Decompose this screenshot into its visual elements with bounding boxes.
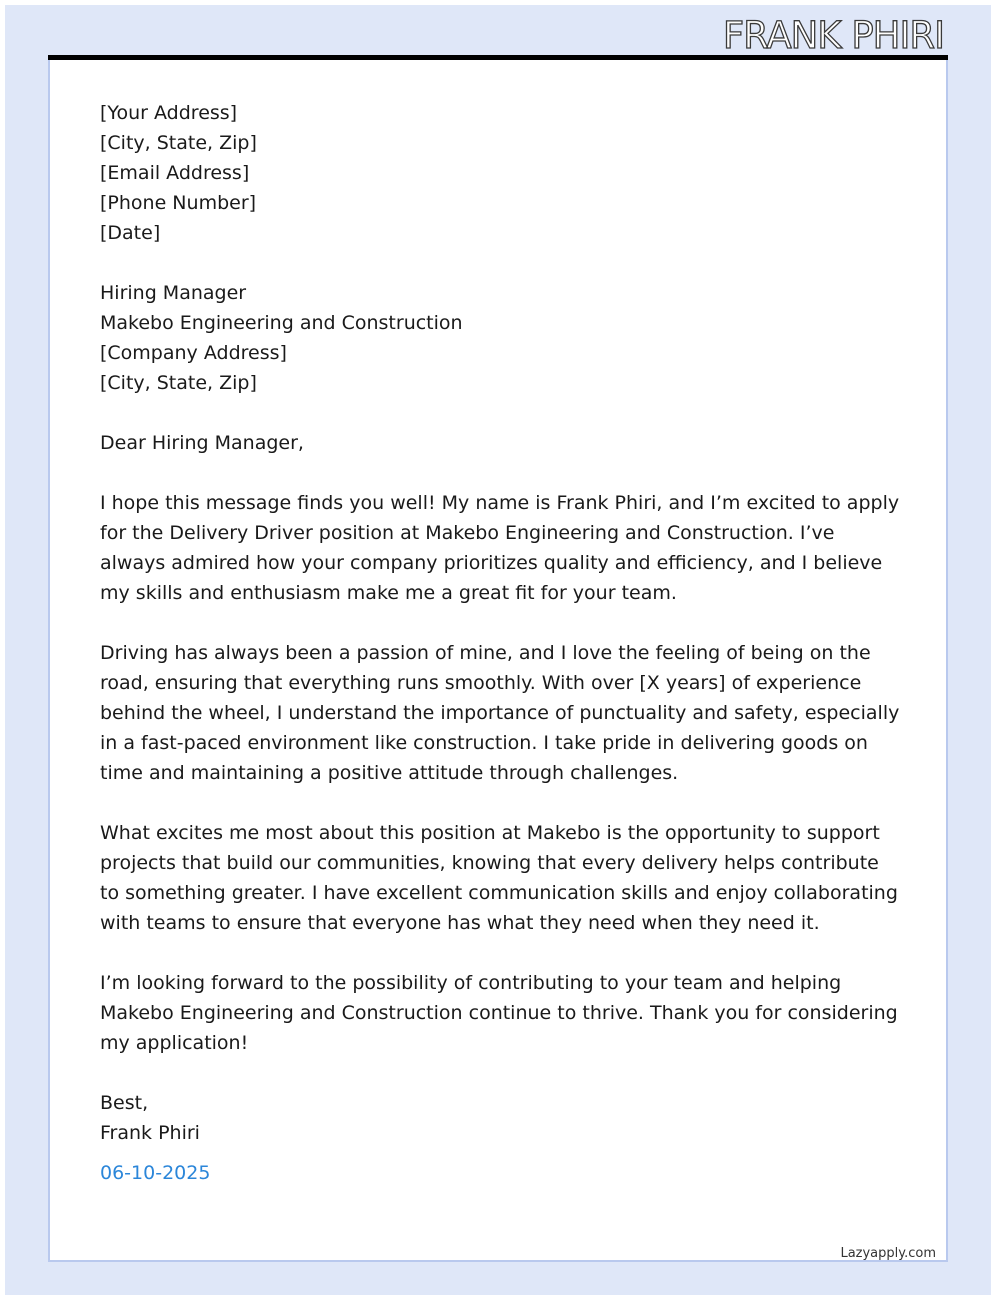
paragraph-experience: Driving has always been a passion of mine, and I love the feeling of being on the road, ensuring that everything runs smoothly. With over [X years] of experience behind the wheel, I understand the importance of punctuality and safety, especially in a fast-paced environment like construction. I take pride in delivering goods on time and maintaining a positive attitude through challenges. <box>100 642 900 784</box>
paragraph-motivation: What excites me most about this position at Makebo is the opportunity to support projects that build our communities, knowing that every delivery helps contribute to something greater. I have excellent communication skills and enjoy collaborating with teams to ensure that everyone has what they need when they need it. <box>100 822 898 934</box>
recipient-block <box>100 278 900 398</box>
sender-phone: [Phone Number] <box>100 192 257 214</box>
footer-watermark: Lazyapply.com <box>840 1246 936 1261</box>
header-name: FRANK PHIRI <box>722 14 944 57</box>
signature-name: Frank Phiri <box>100 1122 200 1144</box>
sender-email: [Email Address] <box>100 162 250 184</box>
sender-city-state-zip: [City, State, Zip] <box>100 132 257 154</box>
sender-block <box>100 98 900 248</box>
paragraph-intro: I hope this message finds you well! My name is Frank Phiri, and I’m excited to apply for the Delivery Driver position at Makebo Engineering and Construction. I’ve always admired how your company prioritizes quality and efficiency, and I believe my skills and enthusiasm make me a great fit for your team. <box>100 492 900 604</box>
sender-address: [Your Address] <box>100 102 238 124</box>
salutation: Dear Hiring Manager, <box>100 432 304 454</box>
paragraph-closing: I’m looking forward to the possibility of contributing to your team and helping Makebo Engineering and Construction continue to thrive. Thank you for considering my application! <box>100 972 898 1054</box>
recipient-city-state-zip: [City, State, Zip] <box>100 372 257 394</box>
recipient-address: [Company Address] <box>100 342 287 364</box>
signed-date: 06-10-2025 <box>100 1162 211 1184</box>
recipient-title: Hiring Manager <box>100 282 247 304</box>
recipient-company: Makebo Engineering and Construction <box>100 312 463 334</box>
valediction: Best, <box>100 1092 149 1114</box>
sender-date: [Date] <box>100 222 161 244</box>
letter-body <box>100 98 900 1188</box>
